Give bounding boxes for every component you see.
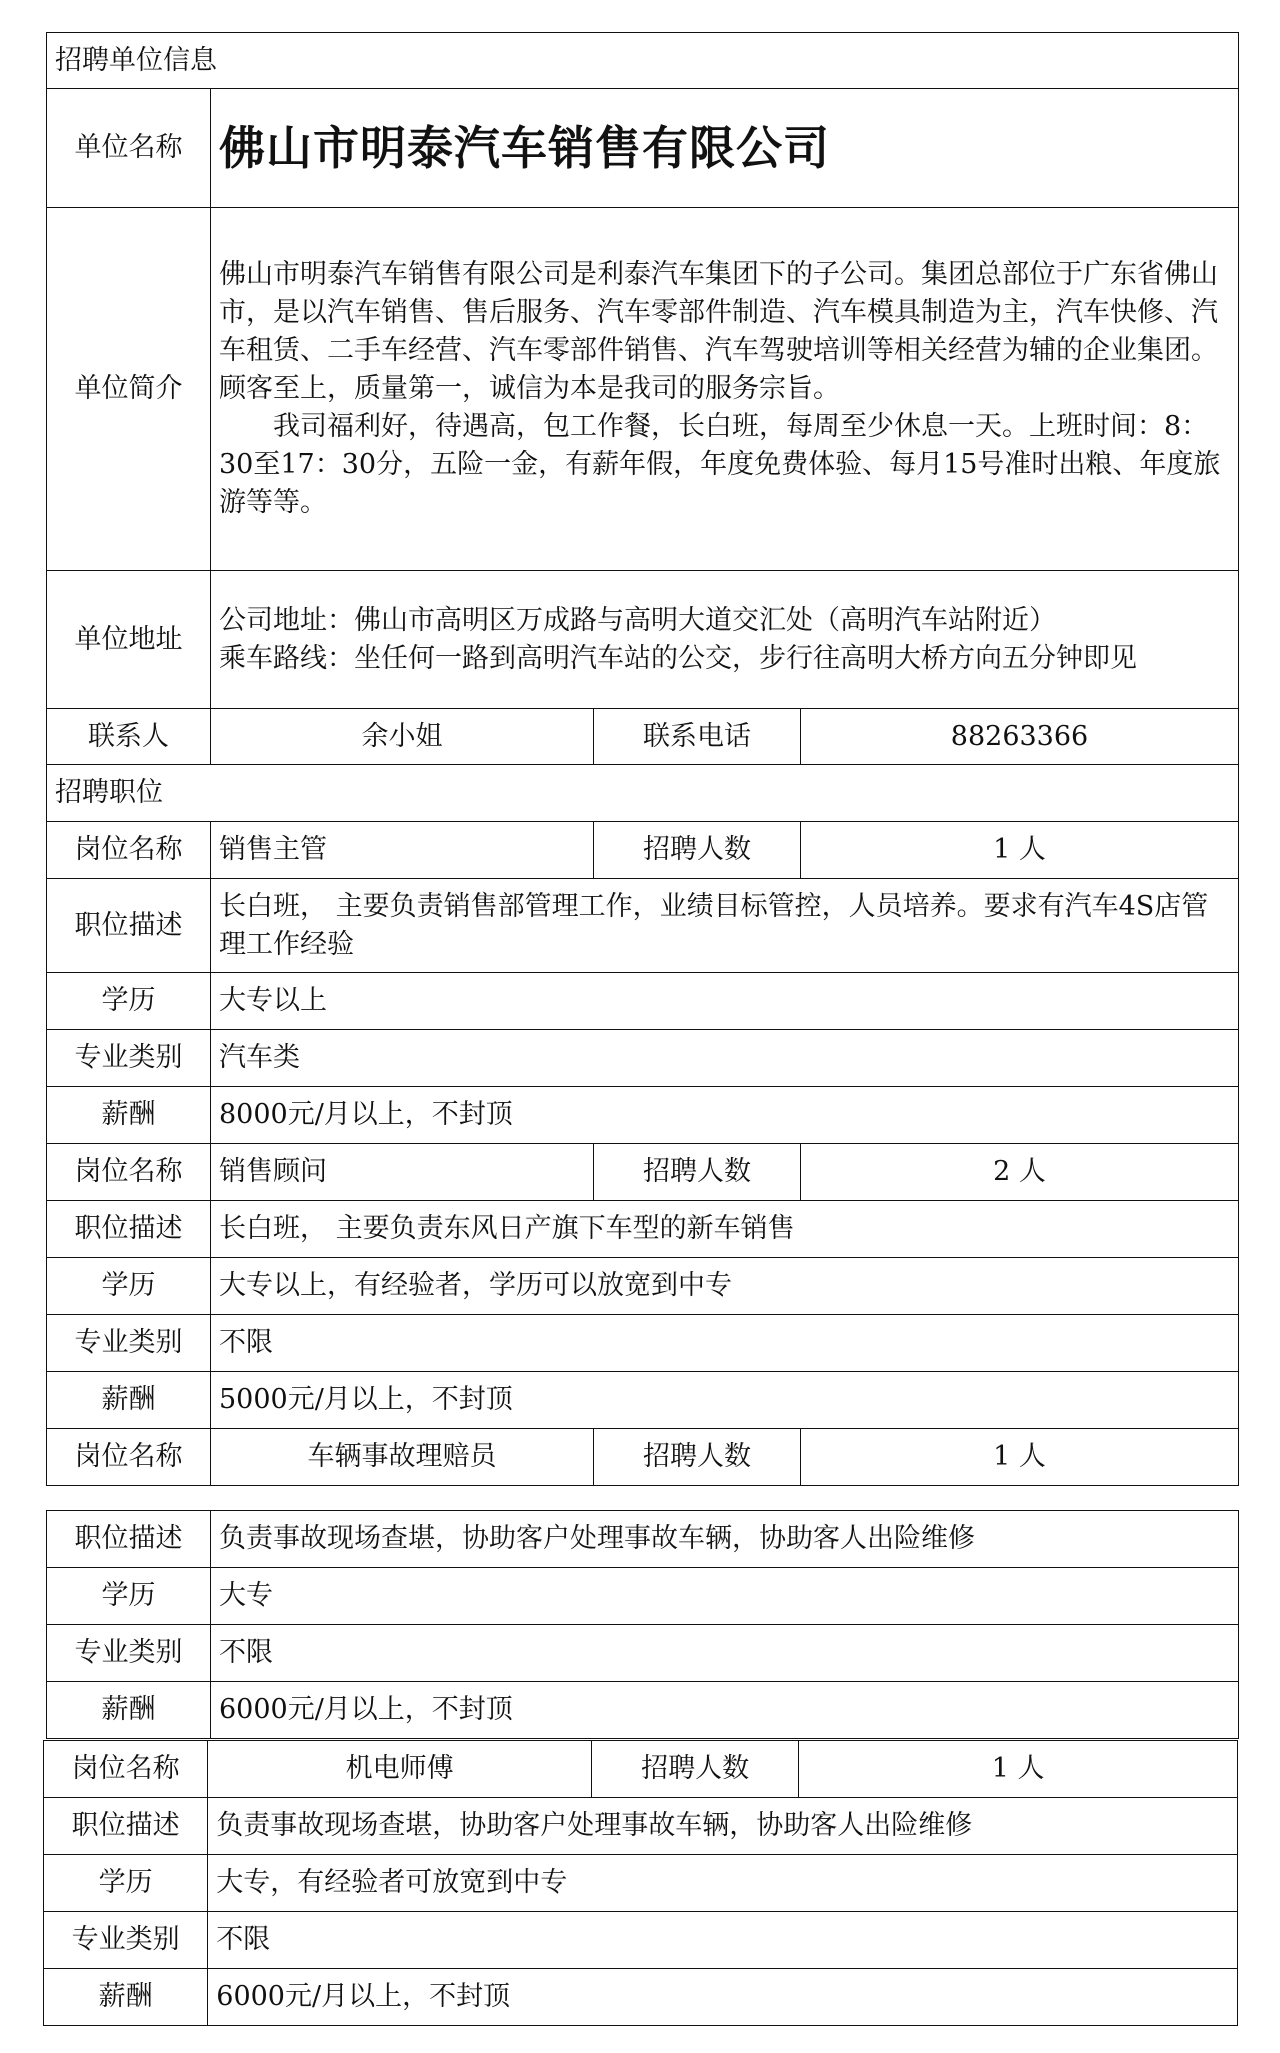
desc-label: 职位描述 (44, 1798, 208, 1855)
job-count: 2 人 (801, 1144, 1239, 1201)
recruitment-table-page3 (43, 1740, 1238, 2026)
salary-label: 薪酬 (47, 1087, 211, 1144)
position-label: 岗位名称 (47, 1144, 211, 1201)
job-title: 车辆事故理赔员 (211, 1429, 594, 1486)
section-title-positions: 招聘职位 (47, 765, 1239, 822)
edu-label: 学历 (47, 1568, 211, 1625)
company-intro (211, 208, 1239, 571)
recruitment-table-page2 (46, 1510, 1239, 1739)
count-label: 招聘人数 (594, 1144, 801, 1201)
phone-number: 88263366 (801, 709, 1239, 765)
company-address-line: 公司地址：佛山市高明区万成路与高明大道交汇处（高明汽车站附近） (219, 604, 1056, 636)
job-salary: 8000元/月以上，不封顶 (211, 1087, 1239, 1144)
job-major: 不限 (211, 1625, 1239, 1682)
job-salary: 5000元/月以上，不封顶 (211, 1372, 1239, 1429)
count-label: 招聘人数 (594, 822, 801, 879)
company-intro-paragraph-2: 我司福利好，待遇高，包工作餐，长白班，每周至少休息一天。上班时间：8：30至17：30分，五险一金，有薪年假，年度免费体验、每月15号准时出粮、年度旅游等等。 (219, 411, 1221, 518)
job-salary: 6000元/月以上，不封顶 (208, 1969, 1238, 2026)
salary-label: 薪酬 (47, 1372, 211, 1429)
job-desc: 负责事故现场查堪，协助客户处理事故车辆，协助客人出险维修 (208, 1798, 1238, 1855)
job-desc: 长白班， 主要负责销售部管理工作，业绩目标管控，人员培养。要求有汽车4S店管理工作经验 (211, 879, 1239, 973)
desc-label: 职位描述 (47, 1511, 211, 1568)
recruitment-table-page1 (46, 32, 1239, 1486)
position-label: 岗位名称 (47, 822, 211, 879)
job-desc: 长白班， 主要负责东风日产旗下车型的新车销售 (211, 1201, 1239, 1258)
bus-route-line: 乘车路线：坐任何一路到高明汽车站的公交，步行往高明大桥方向五分钟即见 (219, 642, 1137, 674)
company-address (211, 571, 1239, 709)
job-edu: 大专 (211, 1568, 1239, 1625)
company-intro-paragraph-1: 佛山市明泰汽车销售有限公司是利泰汽车集团下的子公司。集团总部位于广东省佛山市，是以汽车销售、售后服务、汽车零部件制造、汽车模具制造为主，汽车快修、汽车租赁、二手车经营、汽车零部件销售、汽车驾驶培训等相关经营为辅的企业集团。顾客至上，质量第一，诚信为本是我司的服务宗旨。 (219, 259, 1218, 404)
contact-person: 余小姐 (211, 709, 594, 765)
company-intro-label: 单位简介 (47, 208, 211, 571)
job-title: 销售主管 (211, 822, 594, 879)
company-name-label: 单位名称 (47, 89, 211, 208)
job-count: 1 人 (799, 1741, 1238, 1798)
position-label: 岗位名称 (44, 1741, 208, 1798)
job-major: 汽车类 (211, 1030, 1239, 1087)
desc-label: 职位描述 (47, 879, 211, 973)
job-major: 不限 (208, 1912, 1238, 1969)
position-label: 岗位名称 (47, 1429, 211, 1486)
salary-label: 薪酬 (44, 1969, 208, 2026)
major-label: 专业类别 (47, 1030, 211, 1087)
section-title-company-info: 招聘单位信息 (47, 33, 1239, 89)
edu-label: 学历 (47, 1258, 211, 1315)
job-salary: 6000元/月以上，不封顶 (211, 1682, 1239, 1739)
edu-label: 学历 (44, 1855, 208, 1912)
job-major: 不限 (211, 1315, 1239, 1372)
job-title: 机电师傅 (208, 1741, 592, 1798)
company-address-label: 单位地址 (47, 571, 211, 709)
salary-label: 薪酬 (47, 1682, 211, 1739)
major-label: 专业类别 (44, 1912, 208, 1969)
job-count: 1 人 (801, 822, 1239, 879)
phone-label: 联系电话 (594, 709, 801, 765)
count-label: 招聘人数 (594, 1429, 801, 1486)
edu-label: 学历 (47, 973, 211, 1030)
major-label: 专业类别 (47, 1625, 211, 1682)
job-edu: 大专以上，有经验者，学历可以放宽到中专 (211, 1258, 1239, 1315)
major-label: 专业类别 (47, 1315, 211, 1372)
company-name: 佛山市明泰汽车销售有限公司 (211, 89, 1239, 208)
desc-label: 职位描述 (47, 1201, 211, 1258)
job-desc: 负责事故现场查堪，协助客户处理事故车辆，协助客人出险维修 (211, 1511, 1239, 1568)
job-edu: 大专以上 (211, 973, 1239, 1030)
job-edu: 大专，有经验者可放宽到中专 (208, 1855, 1238, 1912)
contact-label: 联系人 (47, 709, 211, 765)
count-label: 招聘人数 (591, 1741, 798, 1798)
job-title: 销售顾问 (211, 1144, 594, 1201)
job-count: 1 人 (801, 1429, 1239, 1486)
